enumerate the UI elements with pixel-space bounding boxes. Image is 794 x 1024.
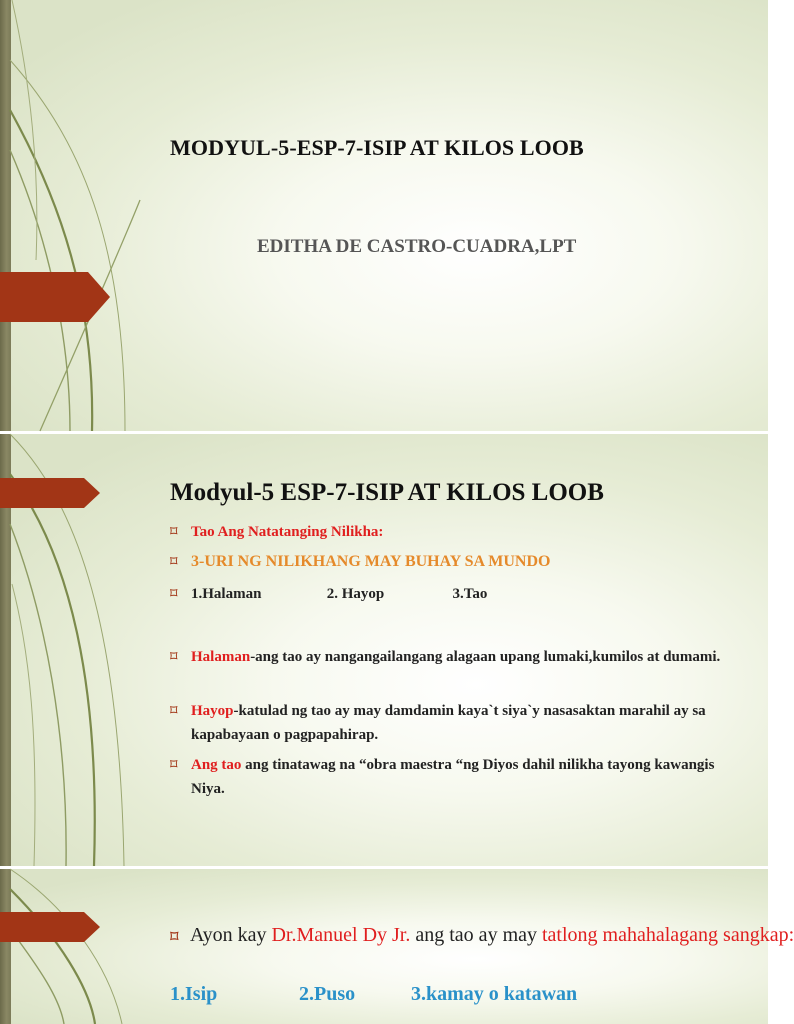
bullet-sangkap	[170, 922, 794, 948]
arrow-bullet-icon: ⌑	[170, 927, 179, 946]
sangkap-list	[170, 983, 577, 1006]
list-item: 2.Puso	[299, 983, 356, 1005]
swirl-decoration	[0, 869, 140, 1024]
bullet-list	[170, 582, 730, 606]
slide-1-subtitle: EDITHA DE CASTRO-CUADRA,LPT	[257, 236, 577, 257]
arrow-tab-icon	[0, 912, 100, 942]
highlight-text: tatlong mahahalagang sangkap:	[542, 924, 794, 946]
definition: -katulad ng tao ay may damdamin kaya`t siya`y nasasaktan marahil ay sa kapabayaan o pagpapahirap.	[191, 703, 706, 743]
arrow-bullet-icon: ⌑	[170, 586, 178, 602]
term: Ang tao	[191, 757, 242, 773]
bullet-tao	[170, 753, 740, 801]
bullet-text: Tao Ang Natatanging Nilikha:	[191, 524, 384, 540]
list-item: 3.kamay o katawan	[411, 983, 578, 1005]
definition: -ang tao ay nangangailangang alagaan upang lumaki,kumilos at dumami.	[250, 649, 721, 665]
term: Hayop	[191, 703, 234, 719]
bullet-hayop	[170, 699, 730, 747]
text-part: Ayon kay	[190, 924, 272, 946]
list-item: 1.Isip	[170, 983, 218, 1005]
slide-2-title: Modyul-5 ESP-7-ISIP AT KILOS LOOB	[170, 479, 604, 506]
person-name: Dr.Manuel Dy Jr.	[271, 924, 411, 946]
bullet-halaman	[170, 645, 730, 669]
bullet-types	[170, 550, 730, 574]
text-part: ang tao ay may	[410, 924, 542, 946]
left-decor-bar	[0, 0, 11, 431]
slide-2	[0, 434, 768, 866]
list-item: 2. Hayop	[326, 586, 385, 602]
left-decor-bar	[0, 869, 11, 1024]
arrow-bullet-icon: ⌑	[170, 703, 178, 719]
list-item: 1.Halaman	[191, 586, 262, 602]
arrow-bullet-icon: ⌑	[170, 554, 178, 570]
arrow-tab-icon	[0, 272, 110, 322]
arrow-bullet-icon: ⌑	[170, 757, 178, 773]
slide-1	[0, 0, 768, 431]
bullet-heading	[170, 520, 730, 544]
arrow-tab-icon	[0, 478, 100, 508]
list-item: 3.Tao	[452, 586, 488, 602]
slide-1-title: MODYUL-5-ESP-7-ISIP AT KILOS LOOB	[170, 135, 584, 160]
slide-3	[0, 869, 794, 1024]
bullet-text: 3-URI NG NILIKHANG MAY BUHAY SA MUNDO	[191, 553, 551, 570]
arrow-bullet-icon: ⌑	[170, 649, 178, 665]
arrow-bullet-icon: ⌑	[170, 524, 178, 540]
term: Halaman	[191, 649, 251, 665]
swirl-decoration	[0, 0, 140, 431]
definition: ang tinatawag na “obra maestra “ng Diyos dahil nilikha tayong kawangis Niya.	[191, 757, 715, 797]
